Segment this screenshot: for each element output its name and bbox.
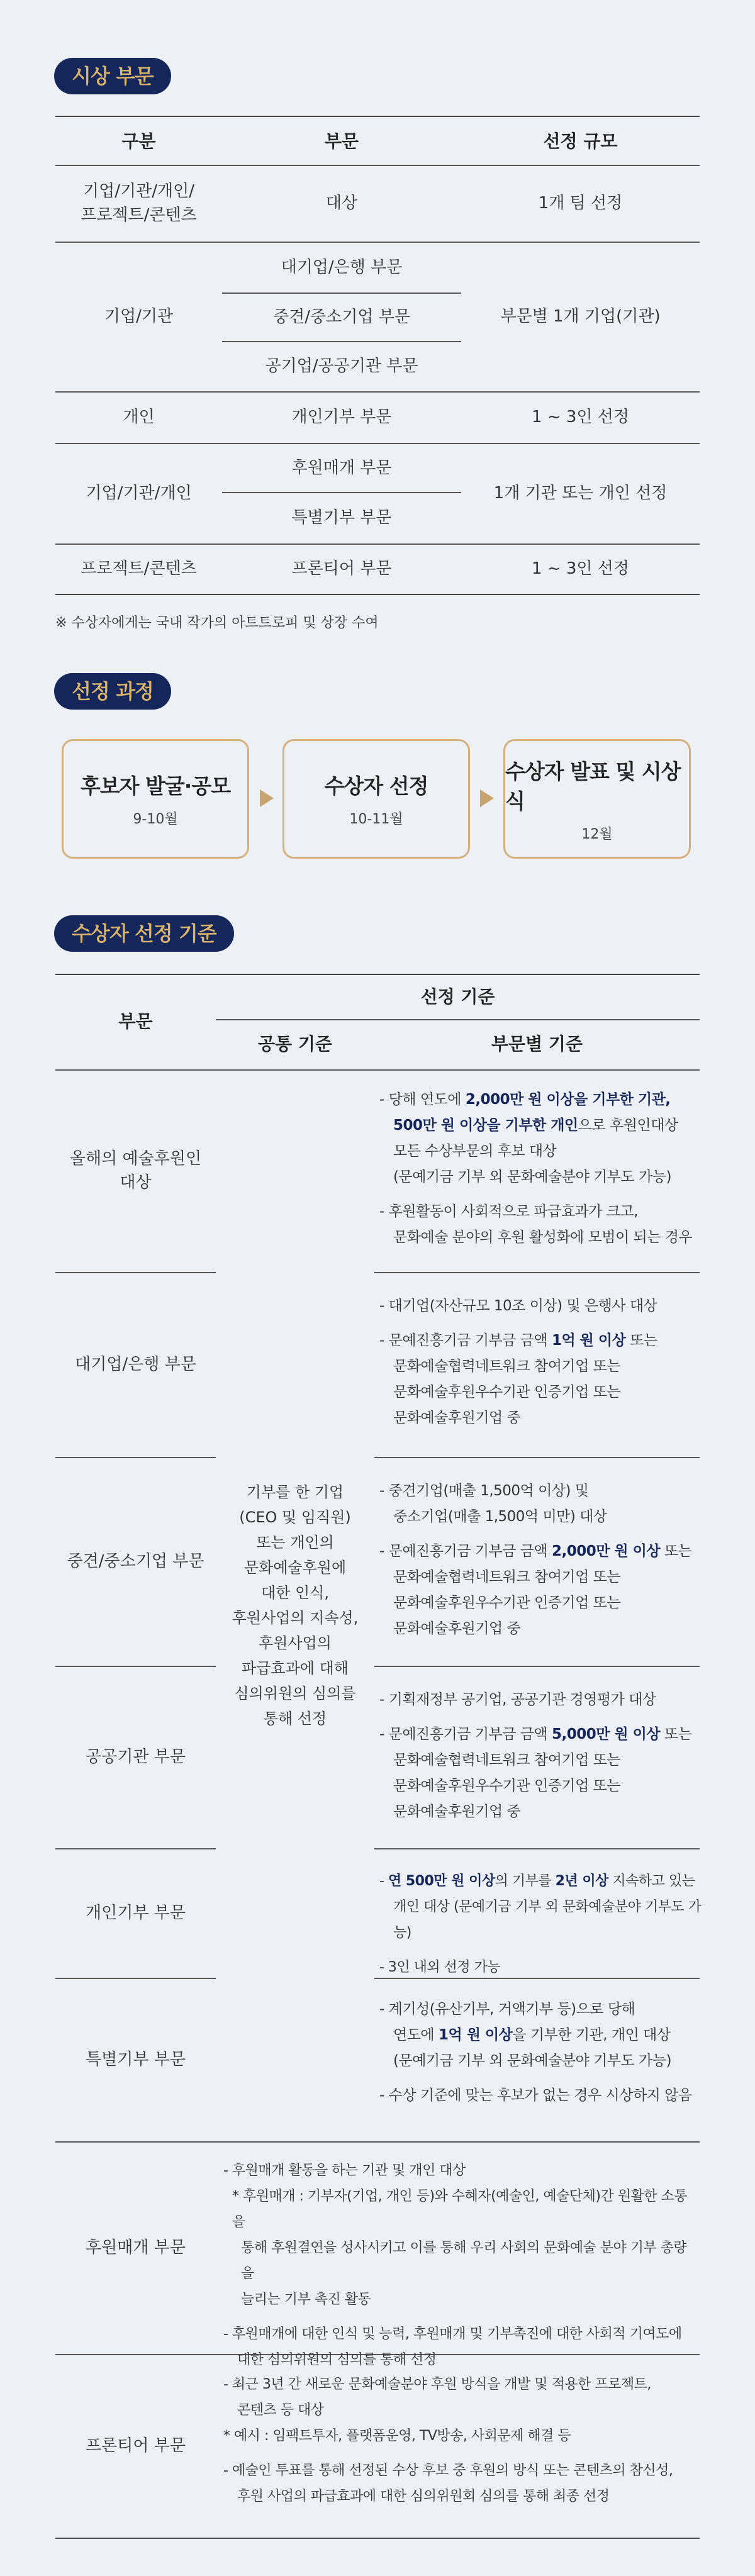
criteria-text: (문예기금 기부 외 문화예술분야 기부도 가능): [393, 1169, 671, 1185]
divider: [374, 1457, 700, 1458]
section-title-criteria: 수상자 선정 기준: [54, 915, 234, 952]
criteria-text: 의 기부를: [495, 1873, 556, 1889]
criteria-text: - 3인 내외 선정 가능: [379, 1960, 501, 1975]
row3-category: 개인: [123, 408, 155, 427]
arrow-right-icon: [480, 789, 494, 807]
header-division: 부문: [118, 1011, 153, 1032]
criteria-text: 문화예술협력네트워크 참여기업 또는: [393, 1358, 621, 1374]
criteria-text: 문화예술후원우수기관 인증기업 또는: [393, 1384, 621, 1400]
criteria-mediation: [223, 2158, 698, 2373]
criteria-text: * 후원매개 : 기부자(기업, 개인 등)와 수혜자(예술인, 예술단체)간 원활한 소통을: [232, 2188, 687, 2230]
table-bottom-rule: [55, 594, 700, 595]
criteria-text: 또는: [625, 1332, 657, 1349]
table-bottom-rule: [55, 2538, 700, 2539]
criteria-text: 문화예술후원기업 중: [393, 1410, 521, 1426]
criteria-text: - 후원매개에 대한 인식 및 능력, 후원매개 및 기부촉진에 대한 사회적 기여도에: [223, 2326, 682, 2342]
criteria-highlight: 1억 원 이상: [438, 2027, 513, 2043]
criteria-text: 중소기업(매출 1,500억 미만) 대상: [393, 1508, 607, 1525]
criteria-text: - 후원활동이 사회적으로 파급효과가 크고,: [379, 1203, 639, 1220]
criteria-public: [379, 1687, 697, 1825]
criteria-text: 으로 후원인대상: [578, 1117, 678, 1134]
criteria-text: - 계기성(유산기부, 거액기부 등)으로 당해: [379, 2001, 635, 2017]
criteria-text: - 대기업(자산규모 10조 이상) 및 은행사 대상: [379, 1298, 657, 1314]
row1-division: 대상: [325, 194, 358, 213]
divider: [374, 1848, 700, 1849]
step-title: 후보자 발굴·공모: [80, 774, 231, 798]
criteria-highlight: 2,000만 원 이상을 기부한 기관,: [465, 1091, 671, 1108]
row3-scale: 1 ~ 3인 선정: [531, 408, 629, 427]
common-criteria: 기부를 한 기업 (CEO 및 임직원) 또는 개인의 문화예술후원에 대한 인식, 후원사업의 지속성, 후원사업의 파급효과에 대해 심의위원의 심의를 통해 선정: [232, 1483, 359, 1727]
criteria-text: - 수상 기준에 맞는 후보가 없는 경우 시상하지 않음: [379, 2087, 692, 2104]
criteria-text: 후원 사업의 파급효과에 대한 심의위원회 심의를 통해 최종 선정: [237, 2489, 610, 2504]
division-individual: 개인기부 부문: [86, 1904, 186, 1922]
division-frontier: 프론티어 부문: [86, 2436, 186, 2455]
division-large-enterprise: 대기업/은행 부문: [75, 1355, 196, 1374]
row2-scale: 부문별 1개 기업(기관): [500, 307, 661, 326]
criteria-highlight: 1억 원 이상: [551, 1332, 626, 1349]
criteria-highlight: 500만 원 이상을 기부한 개인: [393, 1117, 578, 1134]
divider: [374, 1272, 700, 1273]
criteria-text: 개인 대상 (문예기금 기부 외 문화예술분야 기부도 가능): [393, 1899, 702, 1941]
row2-division-1: 대기업/은행 부문: [281, 258, 403, 277]
header-specific: 부문별 기준: [491, 1034, 583, 1054]
criteria-highlight: 2년 이상: [555, 1873, 608, 1889]
step-period: 9-10월: [133, 811, 178, 827]
criteria-text: - 최근 3년 간 새로운 문화예술분야 후원 방식을 개발 및 적용한 프로젝트,: [223, 2377, 651, 2392]
criteria-text: 문화예술후원기업 중: [393, 1620, 521, 1637]
row2-category: 기업/기관: [104, 307, 174, 326]
section-title-awards: 시상 부문: [54, 58, 171, 94]
division-public: 공공기관 부문: [86, 1748, 186, 1766]
division-grand-prize: 올해의 예술후원인 대상: [69, 1149, 202, 1192]
header-criteria: 선정 기준: [420, 986, 495, 1007]
criteria-highlight: 연 500만 원 이상: [388, 1873, 495, 1889]
step-title: 수상자 선정: [324, 774, 428, 798]
criteria-text: - 문예진흥기금 기부금 금액: [379, 1332, 552, 1349]
criteria-text: 대한 심의위원의 심의를 통해 선정: [237, 2352, 437, 2368]
criteria-text: 문화예술 분야의 후원 활성화에 모범이 되는 경우: [393, 1229, 693, 1246]
criteria-highlight: 5,000만 원 이상: [551, 1726, 661, 1742]
row5-division: 프론티어 부문: [291, 559, 392, 578]
process-step-3: [503, 739, 691, 859]
row2-division-2: 중견/중소기업 부문: [273, 308, 410, 326]
criteria-text: 늘리는 기부 촉진 활동: [241, 2292, 371, 2307]
criteria-text: * 예시 : 임팩트투자, 플랫폼운영, TV방송, 사회문제 해결 등: [223, 2428, 571, 2444]
criteria-individual: [379, 1868, 702, 1980]
criteria-text: 문화예술후원우수기관 인증기업 또는: [393, 1778, 621, 1794]
row5-scale: 1 ~ 3인 선정: [531, 559, 629, 578]
awards-note: ※ 수상자에게는 국내 작가의 아트트로피 및 상장 수여: [55, 615, 379, 631]
header-division: 부문: [324, 131, 359, 152]
header-scale: 선정 규모: [543, 131, 618, 152]
criteria-text: 문화예술후원우수기관 인증기업 또는: [393, 1595, 621, 1611]
criteria-text: 문화예술협력네트워크 참여기업 또는: [393, 1569, 621, 1585]
row1-category: 기업/기관/개인/ 프로젝트/콘텐츠: [81, 182, 197, 225]
step-period: 10-11월: [349, 811, 403, 827]
criteria-text: - 당해 연도에: [379, 1091, 466, 1108]
division-special: 특별기부 부문: [86, 2050, 186, 2069]
table-top-rule: [55, 116, 700, 117]
process-step-1: [62, 739, 249, 859]
criteria-text: - 기획재정부 공기업, 공공기관 경영평가 대상: [379, 1692, 656, 1708]
header-common: 공통 기준: [258, 1034, 332, 1054]
criteria-text: - 예술인 투표를 통해 선정된 수상 후보 중 후원의 방식 또는 콘텐츠의 참신성,: [223, 2463, 673, 2478]
header-category: 구분: [121, 131, 156, 152]
criteria-grand-prize: [379, 1087, 697, 1251]
criteria-frontier: [223, 2372, 698, 2509]
criteria-text: 연도에: [393, 2027, 439, 2043]
criteria-text: 지속하고 있는: [608, 1873, 695, 1889]
row5-category: 프로젝트/콘텐츠: [81, 559, 197, 578]
criteria-text: - 문예진흥기금 기부금 금액: [379, 1543, 552, 1559]
section-title-process: 선정 과정: [54, 673, 171, 710]
criteria-text: - 문예진흥기금 기부금 금액: [379, 1726, 552, 1742]
divider: [374, 1666, 700, 1667]
criteria-text: - 중견기업(매출 1,500억 이상) 및: [379, 1483, 589, 1499]
criteria-text: 또는: [660, 1543, 692, 1559]
criteria-text: 문화예술협력네트워크 참여기업 또는: [393, 1752, 621, 1768]
criteria-text: 문화예술후원기업 중: [393, 1804, 521, 1820]
arrow-right-icon: [260, 789, 274, 807]
row3-division: 개인기부 부문: [291, 408, 392, 427]
step-title: 수상자 발표 및 시상식: [505, 759, 681, 813]
row4-category: 기업/기관/개인: [86, 484, 192, 503]
division-sme: 중견/중소기업 부문: [67, 1552, 204, 1571]
process-step-2: [282, 739, 470, 859]
criteria-text: 또는: [660, 1726, 692, 1742]
step-period: 12월: [581, 826, 613, 842]
criteria-text: 을 기부한 기관, 개인 대상: [512, 2027, 671, 2043]
criteria-text: 통해 후원결연을 성사시키고 이를 통해 우리 사회의 문화예술 분야 기부 총량을: [241, 2240, 687, 2282]
criteria-text: (문예기금 기부 외 문화예술분야 기부도 가능): [393, 2053, 671, 2069]
row4-division-1: 후원매개 부문: [291, 459, 392, 477]
criteria-highlight: 2,000만 원 이상: [551, 1543, 661, 1559]
division-mediation: 후원매개 부문: [86, 2238, 186, 2257]
criteria-text: - 후원매개 활동을 하는 기관 및 개인 대상: [223, 2163, 466, 2178]
row2-division-3: 공기업/공공기관 부문: [265, 356, 418, 376]
criteria-special: [379, 1997, 697, 2109]
row1-scale: 1개 팀 선정: [538, 194, 623, 213]
criteria-text: 콘텐츠 등 대상: [237, 2402, 324, 2418]
criteria-text: 모든 수상부문의 후보 대상: [393, 1143, 557, 1159]
criteria-sme: [379, 1478, 697, 1642]
row4-division-2: 특별기부 부문: [291, 508, 392, 527]
criteria-text: -: [379, 1873, 388, 1889]
criteria-large-enterprise: [379, 1293, 697, 1431]
row4-scale: 1개 기관 또는 개인 선정: [493, 484, 668, 503]
